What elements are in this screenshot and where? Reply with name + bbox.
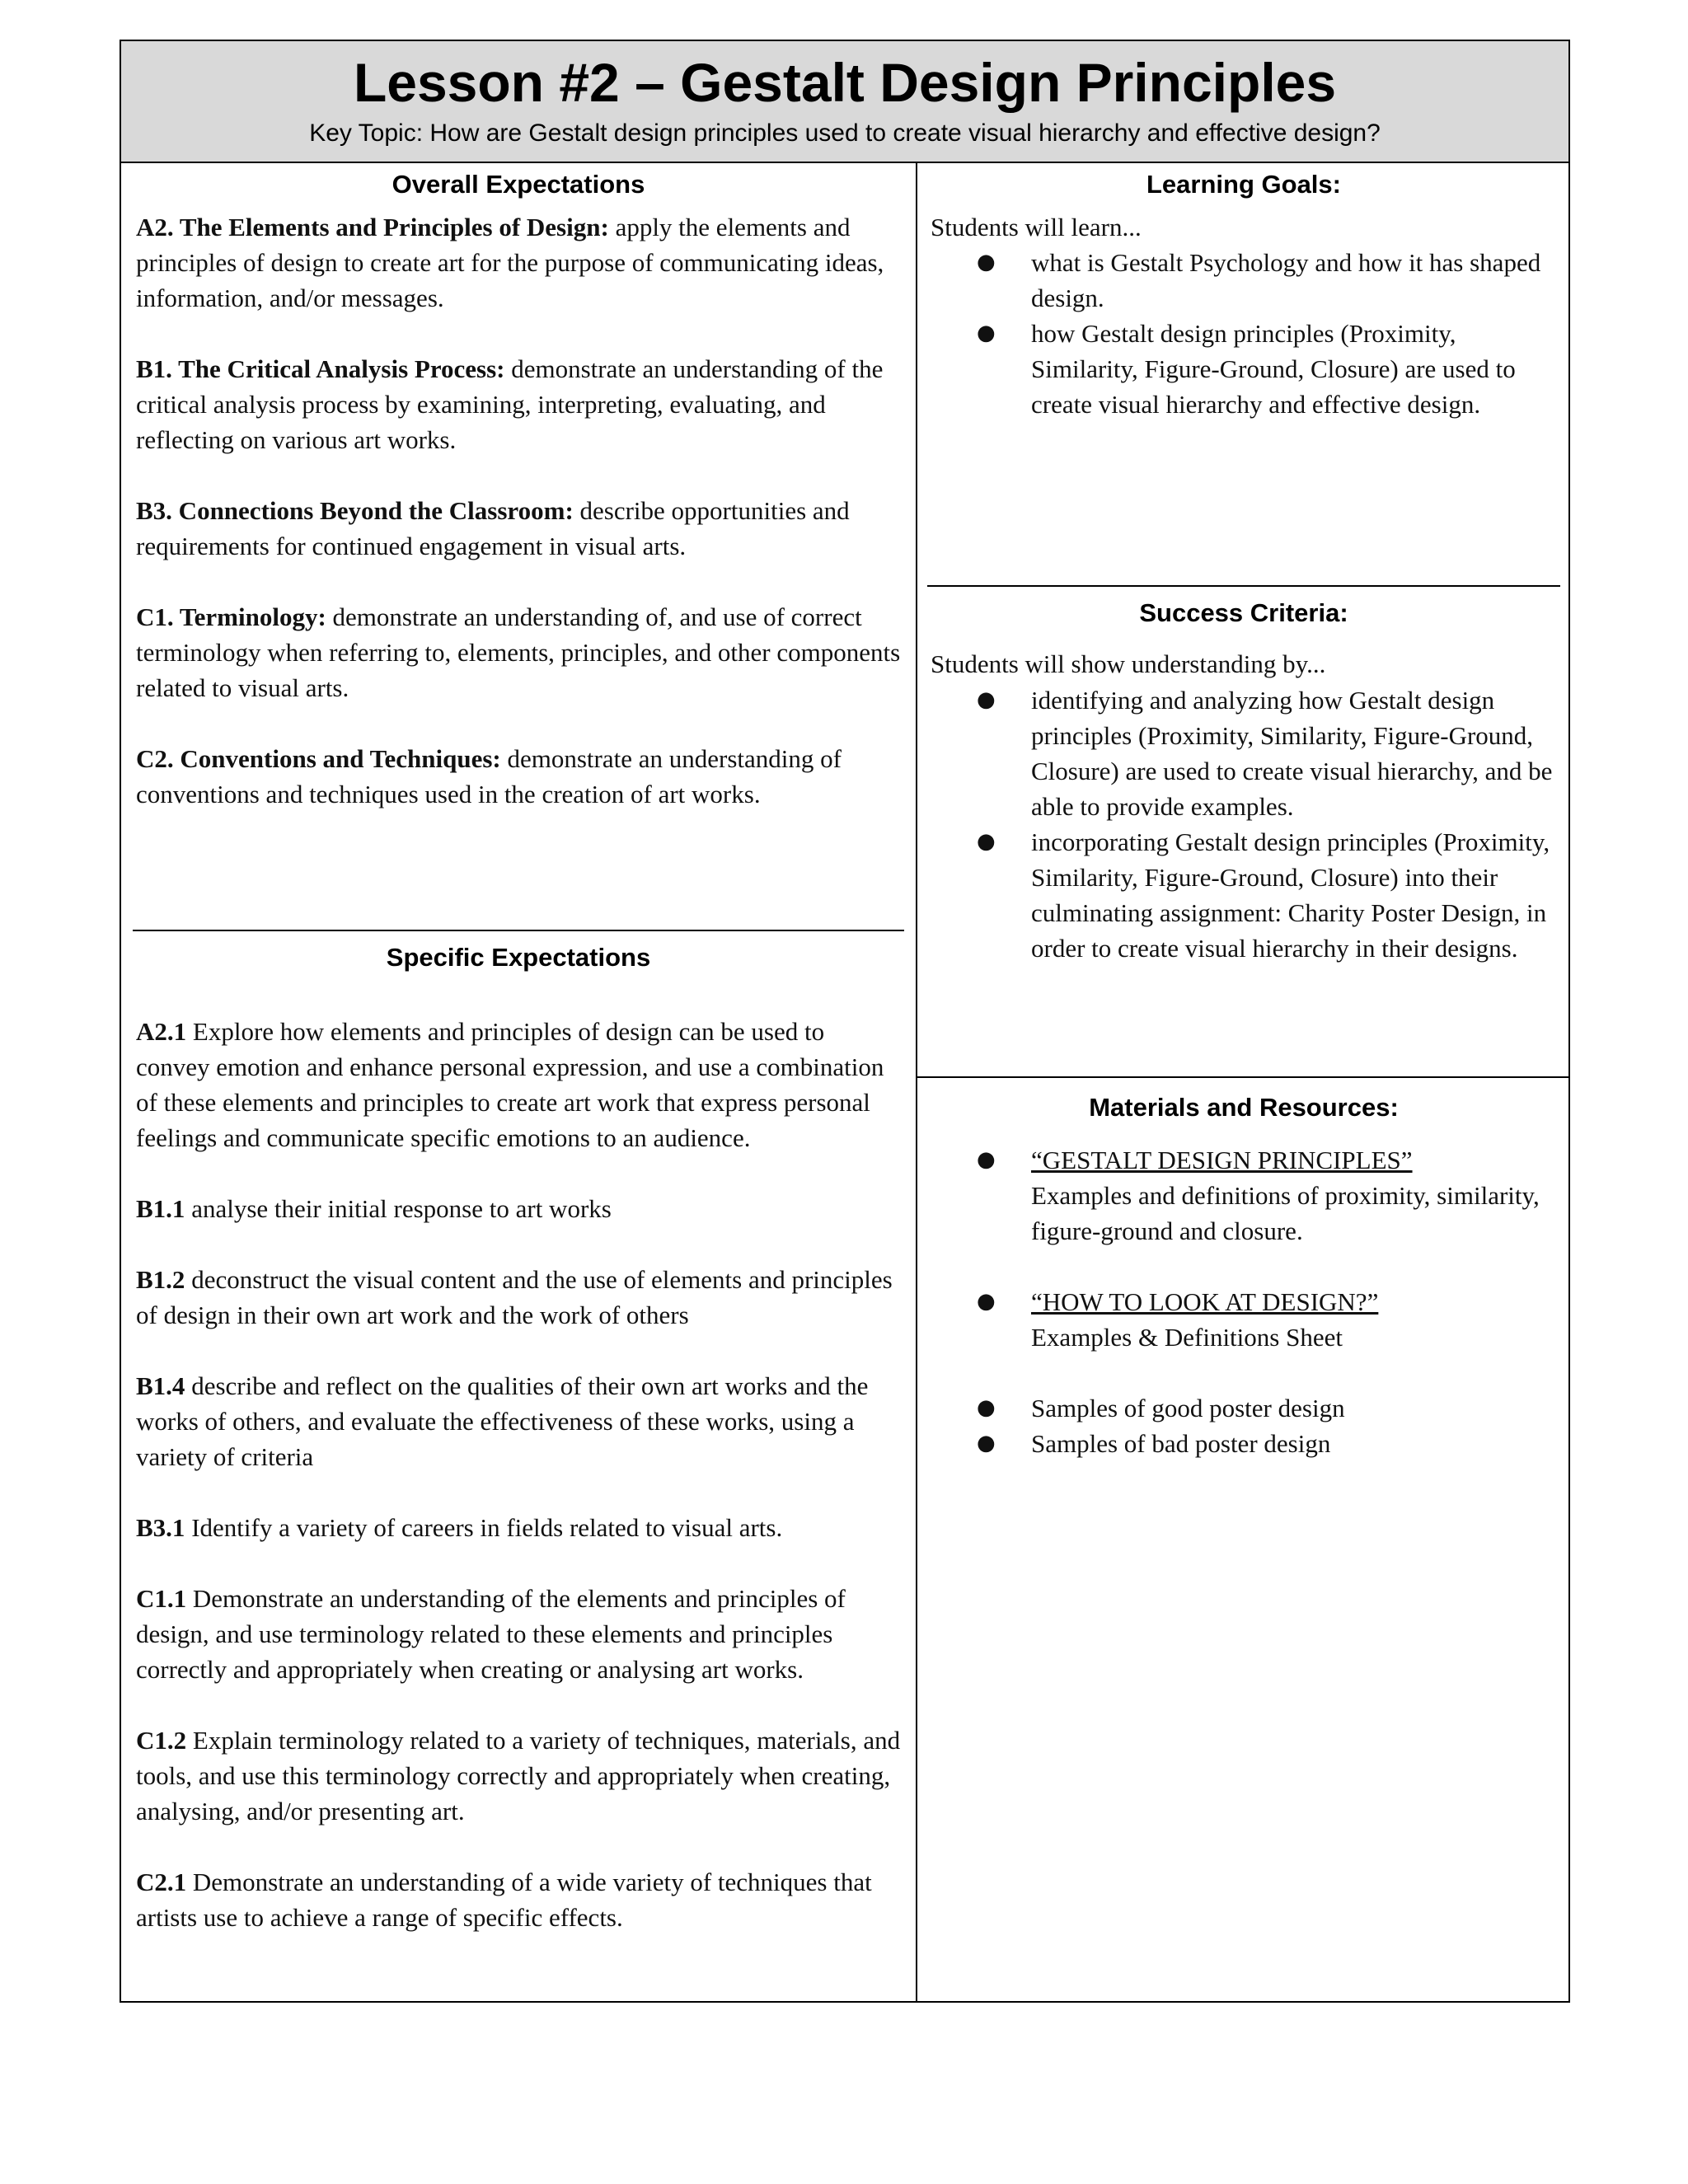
overall-item: [136, 209, 906, 316]
specific-item-text: Demonstrate an understanding of a wide variety of techniques that artists use to achieve a range of specific effects.: [136, 1868, 872, 1932]
specific-item-text: analyse their initial response to art works: [185, 1194, 612, 1223]
list-item: [917, 1426, 1570, 1461]
specific-item: [136, 1864, 903, 1935]
material-description: Examples and definitions of proximity, similarity, figure-ground and closure.: [1031, 1181, 1540, 1245]
bullet-icon: ●: [977, 1431, 996, 1455]
specific-item: [136, 1368, 903, 1474]
specific-item: [136, 1191, 903, 1226]
specific-item: [136, 1581, 903, 1687]
material-description: Examples & Definitions Sheet: [1031, 1323, 1343, 1352]
overall-item-code: B1. The Critical Analysis Process:: [136, 354, 505, 383]
specific-item-text: deconstruct the visual content and the use of elements and principles of design in their own art work and the work of others: [136, 1265, 893, 1329]
right-column: [917, 163, 1570, 1458]
overall-item-code: A2. The Elements and Principles of Design:: [136, 213, 609, 241]
specific-expectations-heading: Specific Expectations: [386, 943, 651, 972]
left-column: [121, 163, 916, 1932]
learning-goals-list: [917, 245, 1570, 422]
list-item: [917, 1142, 1570, 1249]
overall-item-code: C2. Conventions and Techniques:: [136, 744, 501, 773]
section-divider: [133, 930, 904, 931]
overall-item-code: B3. Connections Beyond the Classroom:: [136, 496, 574, 525]
bullet-icon: ●: [977, 829, 996, 854]
how-to-look-at-design-link[interactable]: “HOW TO LOOK AT DESIGN?”: [1031, 1287, 1379, 1316]
specific-item-text: Explore how elements and principles of design can be used to convey emotion and enhance personal expression, and use a combination of these elements and principles to create art work that express personal feelings and communicate specific emotions to an audience.: [136, 1017, 884, 1152]
learning-goals-intro: Students will learn...: [931, 213, 1142, 241]
bullet-icon: ●: [977, 687, 996, 712]
specific-item-code: B3.1: [136, 1513, 185, 1542]
success-criterion-text: incorporating Gestalt design principles (Proximity, Similarity, Figure-Ground, Closure) into their culminating assignment: Charity Poster Design, in order to create visual hierarchy in their designs.: [1031, 827, 1550, 963]
specific-item-text: describe and reflect on the qualities of their own art works and the works of others, and evaluate the effectiveness of these works, using a variety of criteria: [136, 1371, 869, 1471]
overall-item-text: demonstrate an understanding of conventions and techniques used in the creation of art works.: [136, 744, 842, 808]
list-item: [917, 316, 1570, 422]
material-description: Samples of good poster design: [1031, 1394, 1345, 1422]
overall-item-text: demonstrate an understanding of, and use of correct terminology when referring to, elements, principles, and other components related to visual arts.: [136, 602, 901, 702]
specific-item-code: B1.4: [136, 1371, 185, 1400]
specific-item-code: C2.1: [136, 1868, 187, 1896]
specific-item-code: A2.1: [136, 1017, 187, 1046]
list-item: [917, 245, 1570, 316]
overall-item: [136, 599, 906, 705]
gestalt-principles-link[interactable]: “GESTALT DESIGN PRINCIPLES”: [1031, 1146, 1413, 1174]
bullet-icon: ●: [977, 321, 996, 345]
bullet-icon: ●: [977, 1395, 996, 1420]
overall-item: [136, 351, 906, 457]
column-divider: [916, 163, 917, 2003]
lesson-title: Lesson #2 – Gestalt Design Principles: [353, 52, 1337, 113]
bullet-icon: ●: [977, 1147, 996, 1172]
lesson-page: [120, 40, 1570, 2003]
specific-item-text: Demonstrate an understanding of the elements and principles of design, and use terminology related to these elements and principles correctly and appropriately when creating or analysing art works.: [136, 1584, 846, 1684]
specific-item-text: Identify a variety of careers in fields related to visual arts.: [185, 1513, 783, 1542]
list-item: [917, 1390, 1570, 1426]
bullet-icon: ●: [977, 1289, 996, 1314]
section-divider: [917, 1076, 1570, 1078]
learning-goal-text: how Gestalt design principles (Proximity, Similarity, Figure-Ground, Closure) are used to create visual hierarchy and effective design.: [1031, 319, 1516, 419]
specific-item-code: C1.1: [136, 1584, 187, 1613]
success-criteria-list: [917, 682, 1570, 966]
list-item: [917, 824, 1570, 966]
overall-item-text: apply the elements and principles of design to create art for the purpose of communicating ideas, information, and/or messages.: [136, 213, 884, 312]
success-criteria-intro: Students will show understanding by...: [931, 649, 1326, 678]
materials-list: [917, 1142, 1570, 1461]
bullet-icon: ●: [977, 250, 996, 274]
overall-item: [136, 493, 906, 564]
list-item: [917, 1284, 1570, 1355]
learning-goals-heading: Learning Goals:: [1146, 170, 1341, 199]
specific-item: [136, 1510, 903, 1545]
success-criteria-heading: Success Criteria:: [1139, 598, 1348, 627]
specific-item-code: C1.2: [136, 1726, 187, 1755]
lesson-header: [121, 41, 1568, 163]
specific-item-code: B1.1: [136, 1194, 185, 1223]
specific-item: [136, 1722, 903, 1829]
specific-item: [136, 1014, 903, 1155]
specific-item-text: Explain terminology related to a variety of techniques, materials, and tools, and use this terminology correctly and appropriately when creating, analysing, and/or presenting art.: [136, 1726, 901, 1825]
material-description: Samples of bad poster design: [1031, 1429, 1331, 1458]
overall-item: [136, 741, 906, 812]
overall-item-text: describe opportunities and requirements for continued engagement in visual arts.: [136, 496, 850, 560]
specific-item: [136, 1262, 903, 1333]
key-topic: Key Topic: How are Gestalt design principles used to create visual hierarchy and effective design?: [309, 120, 1381, 147]
overall-item-text: demonstrate an understanding of the critical analysis process by examining, interpreting, evaluating, and reflecting on various art works.: [136, 354, 884, 454]
specific-item-code: B1.2: [136, 1265, 185, 1294]
overall-expectations-heading: Overall Expectations: [392, 170, 645, 199]
overall-expectations-list: [136, 209, 906, 812]
learning-goal-text: what is Gestalt Psychology and how it has shaped design.: [1031, 248, 1541, 312]
success-criterion-text: identifying and analyzing how Gestalt design principles (Proximity, Similarity, Figure-Ground, Closure) are used to create visual hierarchy, and be able to provide examples.: [1031, 686, 1553, 821]
section-divider: [927, 585, 1560, 587]
list-item: [917, 682, 1570, 824]
specific-expectations-list: [136, 1014, 903, 1935]
overall-item-code: C1. Terminology:: [136, 602, 326, 631]
materials-heading: Materials and Resources:: [1089, 1093, 1399, 1122]
